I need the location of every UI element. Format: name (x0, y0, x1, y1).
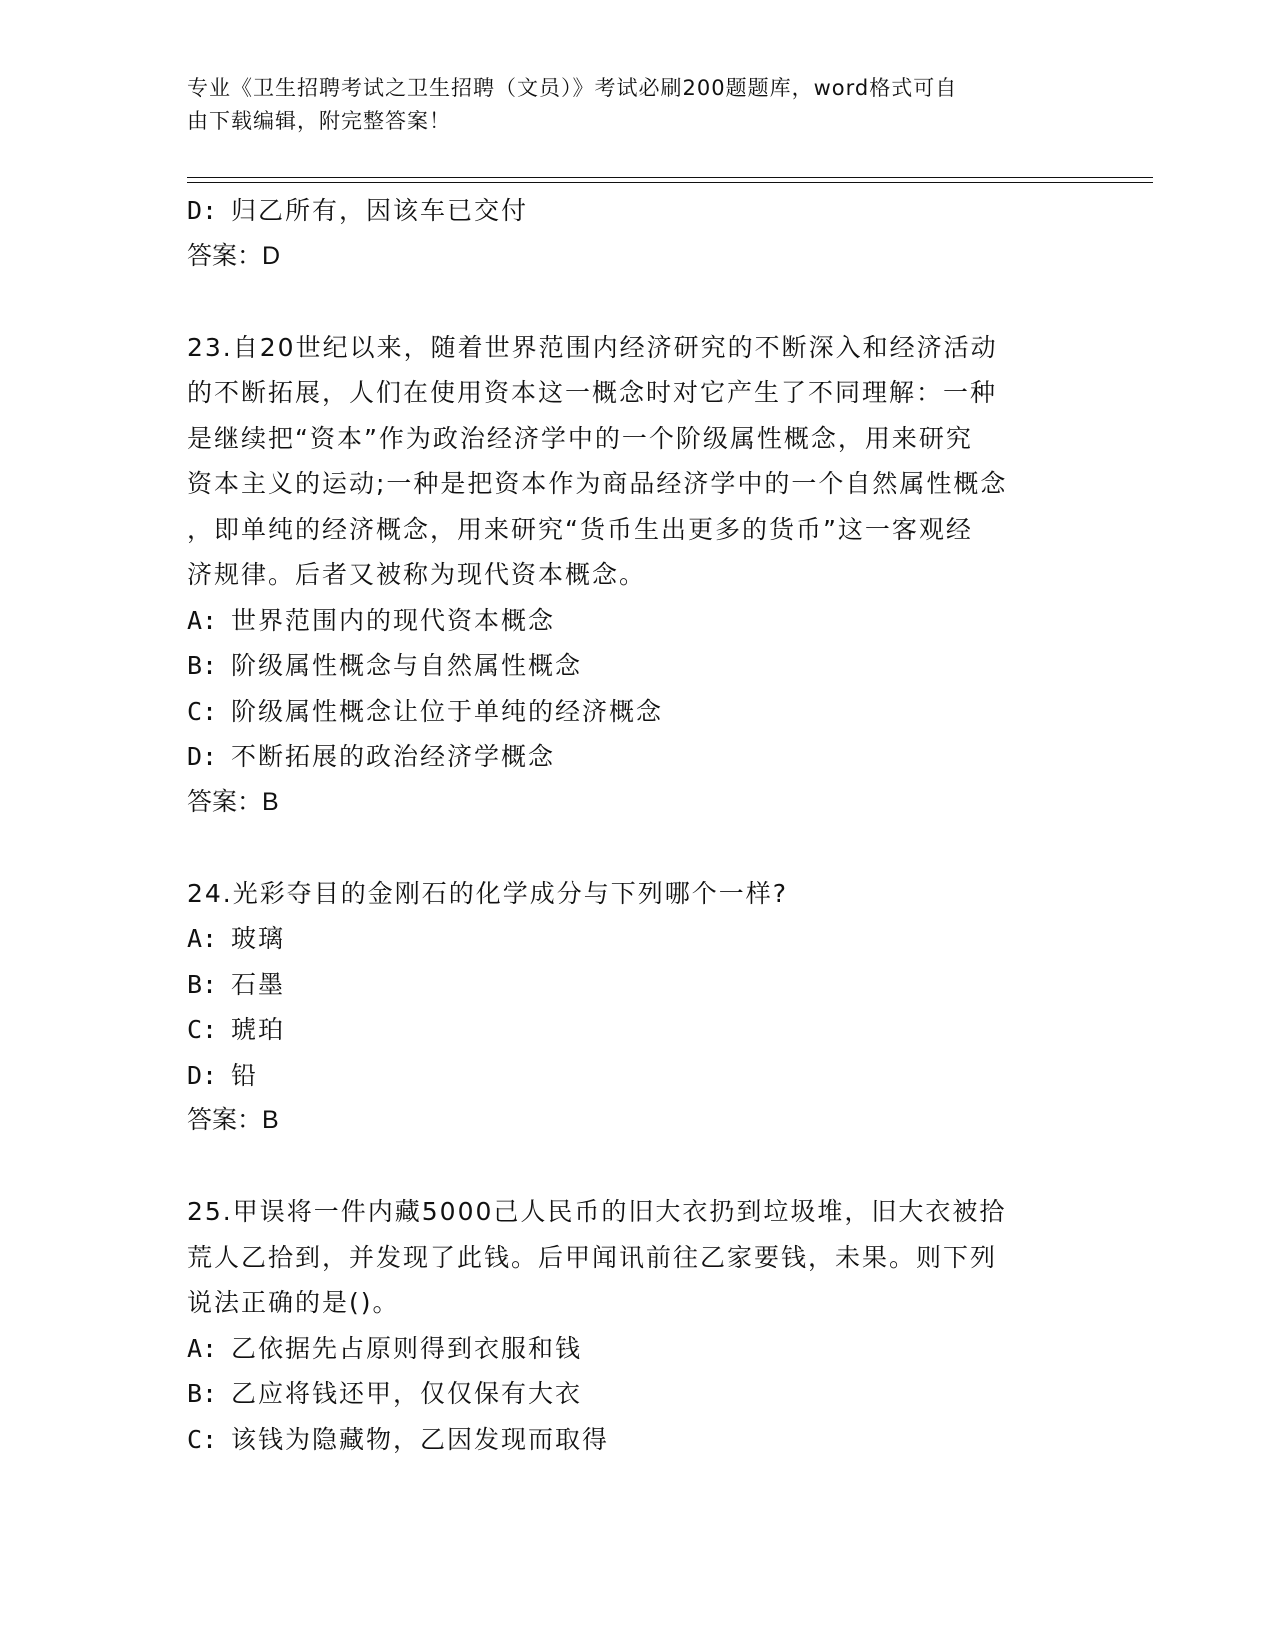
prev-option-d (187, 188, 1087, 234)
option-b (187, 643, 1087, 689)
option-letter: D: (187, 1060, 218, 1090)
option-a (187, 916, 1087, 962)
option-letter: A: (187, 1333, 218, 1363)
option-letter: D: (187, 196, 218, 225)
option-text: 阶级属性概念让位于单纯的经济概念 (231, 696, 664, 726)
option-letter: B: (187, 969, 218, 999)
question-25 (187, 1189, 1087, 1462)
option-letter: C: (187, 1424, 218, 1454)
question-23 (187, 325, 1087, 826)
question-text-line: 的不断拓展，人们在使用资本这一概念时对它产生了不同理解：一种 (187, 378, 998, 407)
option-text: 阶级属性概念与自然属性概念 (231, 651, 583, 680)
option-text: 铅 (231, 1060, 259, 1090)
option-letter: D: (187, 742, 218, 771)
spacer (187, 279, 1087, 325)
question-text-line: 说法正确的是()。 (187, 1288, 400, 1317)
spacer (187, 825, 1087, 871)
option-text: 乙依据先占原则得到衣服和钱 (231, 1333, 583, 1363)
option-text: 石墨 (231, 969, 286, 999)
option-letter: B: (187, 651, 218, 680)
page-header (187, 72, 1067, 138)
option-text: 归乙所有，因该车已交付 (231, 196, 529, 225)
option-a (187, 598, 1087, 644)
option-text: 不断拓展的政治经济学概念 (231, 742, 556, 771)
option-d (187, 734, 1087, 780)
option-letter: C: (187, 696, 218, 726)
option-letter: C: (187, 1015, 218, 1044)
question-text-line: 资本主义的运动;一种是把资本作为商品经济学中的一个自然属性概念 (187, 469, 1008, 498)
option-c (187, 1417, 1087, 1463)
question-text-line: 是继续把“资本”作为政治经济学中的一个阶级属性概念，用来研究 (187, 423, 973, 453)
option-text: 玻璃 (231, 924, 286, 953)
question-text-line: ，即单纯的经济概念，用来研究“货币生出更多的货币”这一客观经 (187, 514, 973, 544)
option-text: 该钱为隐藏物，乙因发现而取得 (231, 1424, 610, 1454)
question-text-line: 荒人乙拾到，并发现了此钱。后甲闻讯前往乙家要钱，未果。则下列 (187, 1242, 998, 1272)
option-letter: A: (187, 605, 218, 635)
option-text: 琥珀 (231, 1015, 286, 1044)
spacer (187, 1144, 1087, 1190)
answer: 答案：B (187, 787, 279, 816)
option-letter: B: (187, 1379, 218, 1408)
document-body (187, 188, 1087, 1462)
answer: 答案：B (187, 1106, 279, 1134)
question-text-line: 23.自20世纪以来，随着世界范围内经济研究的不断深入和经济活动 (187, 332, 998, 362)
option-a (187, 1326, 1087, 1372)
prev-answer: 答案：D (187, 241, 281, 270)
option-text: 世界范围内的现代资本概念 (231, 605, 556, 635)
option-c (187, 1007, 1087, 1053)
question-text-line: 25.甲误将一件内藏5000己人民币的旧大衣扔到垃圾堆，旧大衣被拾 (187, 1197, 1007, 1226)
option-text: 乙应将钱还甲，仅仅保有大衣 (231, 1379, 583, 1408)
header-line-2: 由下载编辑，附完整答案！ (187, 109, 451, 133)
header-divider (187, 177, 1153, 183)
question-text-line: 济规律。后者又被称为现代资本概念。 (187, 560, 647, 589)
option-letter: A: (187, 924, 218, 953)
header-line-1: 专业《卫生招聘考试之卫生招聘（文员）》考试必刷200题题库，word格式可自 (187, 76, 958, 100)
option-d (187, 1053, 1087, 1099)
question-24 (187, 871, 1087, 1144)
question-text-line: 24.光彩夺目的金刚石的化学成分与下列哪个一样? (187, 878, 789, 908)
option-b (187, 1371, 1087, 1417)
option-c (187, 689, 1087, 735)
option-b (187, 962, 1087, 1008)
